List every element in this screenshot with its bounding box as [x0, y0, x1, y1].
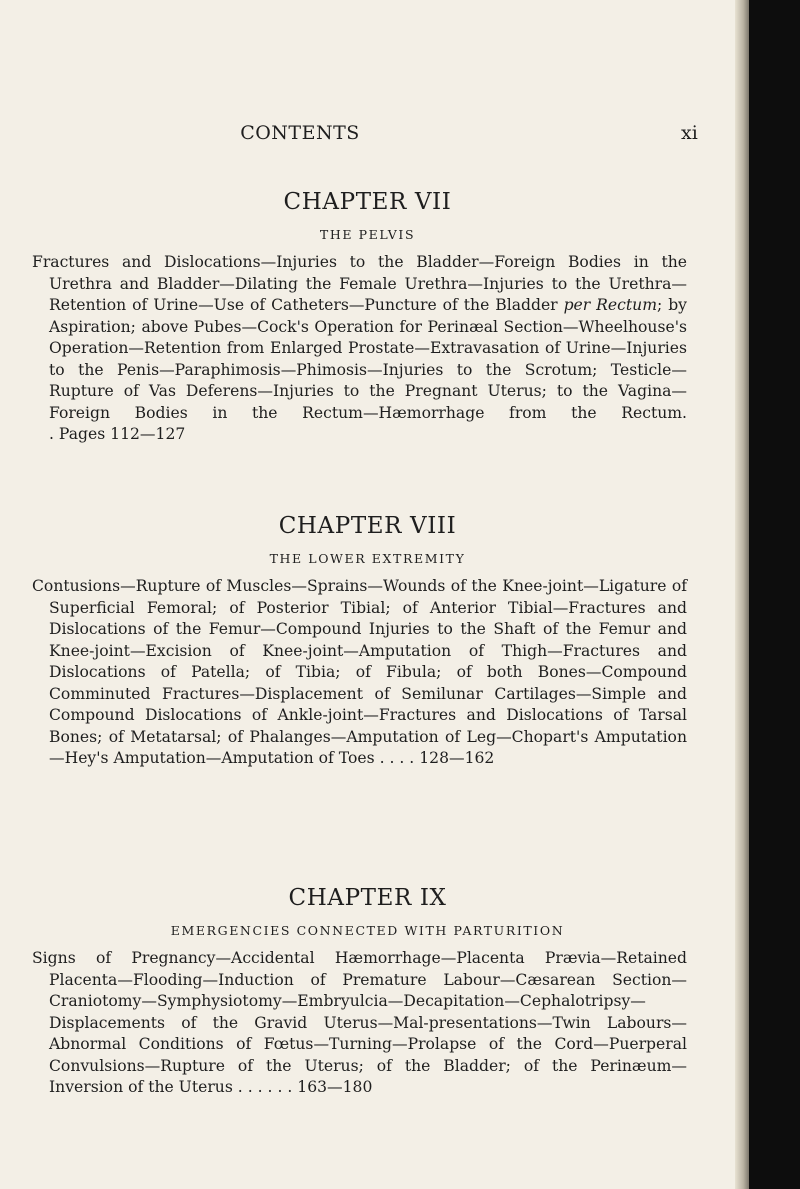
contents-text: ; by Aspiration; above Pubes—Cock's Operation for Perinæal Section—Wheelhouse's Operation—Retention from Enlarged Prostate—Extravasation of Urine—Injuries to the Penis—Paraphimosis—Phimosis—Injuries to the Scrotum; Testicle—Rupture of Vas Deferens—Injuries to the Pregnant Uterus; to the Vagina—Foreign Bodies in the Rectum—Hæmorrhage from the Rectum. — [49, 296, 687, 422]
chapter-contents — [32, 576, 687, 770]
chapter-ix — [0, 885, 735, 1099]
page-range: . Pages 112—127 — [49, 425, 186, 443]
running-title: CONTENTS — [240, 122, 360, 144]
contents-text: Contusions—Rupture of Muscles—Sprains—Wounds of the Knee-joint—Ligature of Superficial Femoral; of Posterior Tibial; of Anterior Tibial—Fractures and Dislocations of the Femur—Compound Injuries to the Shaft of the Femur and Knee-joint—Excision of Knee-joint—Amputation of Thigh—Fractures and Dislocations of Patella; of Tibia; of Fibula; of both Bones—Compound Comminuted Fractures—Displacement of Semilunar Cartilages—Simple and Compound Dislocations of Ankle-joint—Fractures and Dislocations of Tarsal Bones; of Metatarsal; of Phalanges—Amputation of Leg—Chopart's Amputation—Hey's Amputation—Amputation of Toes — [32, 577, 687, 767]
contents-text: Fractures and Dislocations—Injuries to the Bladder—Foreign Bodies in the Urethra and Bladder—Dilating the Female Urethra—Injuries to the Urethra—Retention of Urine—Use of Catheters—Puncture of the Bladder — [32, 253, 687, 314]
page-number: xi — [681, 122, 698, 144]
page-range: . . . . 128—162 — [374, 749, 495, 767]
chapter-heading: CHAPTER VIII — [278, 513, 457, 539]
contents-text: Signs of Pregnancy—Accidental Hæmorrhage—Placenta Prævia—Retained Placenta—Flooding—Induction of Premature Labour—Cæsarean Section—Craniotomy—Symphysiotomy—Embryulcia—Decapitation—Cephalotripsy—Displacements of the Gravid Uterus—Mal-presentations—Twin Labours—Abnormal Conditions of Fœtus—Turning—Prolapse of the Cord—Puerperal Convulsions—Rupture of the Uterus; of the Bladder; of the Perinæum—Inversion of the Uterus — [32, 949, 687, 1096]
running-head — [0, 122, 735, 150]
chapter-subject: THE PELVIS — [319, 227, 416, 242]
chapter-heading: CHAPTER IX — [288, 885, 447, 911]
chapter-subject: THE LOWER EXTREMITY — [269, 551, 466, 566]
contents-italic-text: per Rectum — [563, 296, 657, 314]
chapter-vii — [0, 189, 735, 446]
chapter-contents — [32, 252, 687, 446]
chapter-heading: CHAPTER VII — [283, 189, 452, 215]
chapter-subject: EMERGENCIES CONNECTED WITH PARTURITION — [170, 923, 565, 938]
chapter-viii — [0, 513, 735, 770]
chapter-contents — [32, 948, 687, 1099]
page-edge — [735, 0, 749, 1189]
page-range: . . . . . . 163—180 — [232, 1078, 373, 1096]
